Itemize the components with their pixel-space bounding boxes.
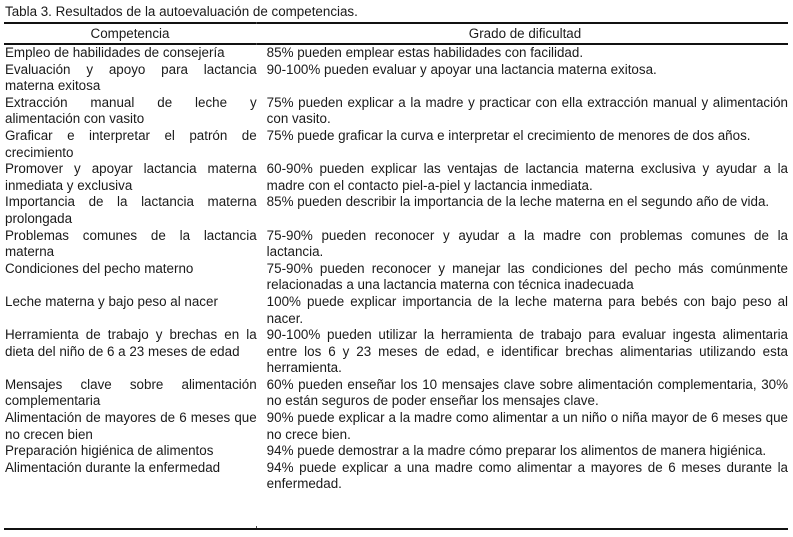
cell-grado: 60% pueden enseñar los 10 mensajes clave sobre alimentación complementaria, 30% no están seguros de poder enseñar los mensajes clave. — [266, 376, 788, 409]
cell-grado: 94% puede explicar a una madre como alimentar a mayores de 6 meses durante la enfermedad. — [266, 459, 788, 492]
table-row — [4, 377, 788, 410]
column-divider-tick — [256, 22, 257, 24]
cell-competencia: Alimentación de mayores de 6 meses que no crecen bien — [5, 410, 257, 442]
cell-grado: 75% puede graficar la curva e interpretar el crecimiento de menores de dos años. — [266, 127, 751, 143]
table-row — [4, 261, 788, 294]
table-header — [4, 25, 788, 42]
cell-competencia: Alimentación durante la enfermedad — [5, 459, 221, 475]
table-top-rule — [4, 22, 788, 24]
cell-grado: 100% puede explicar importancia de la leche materna para bebés con bajo peso al nacer. — [266, 293, 788, 326]
cell-grado: 90-100% pueden evaluar y apoyar una lactancia materna exitosa. — [266, 61, 657, 77]
cell-grado: 94% puede demostrar a la madre cómo preparar los alimentos de manera higiénica. — [266, 443, 767, 459]
table-row — [4, 460, 788, 493]
cell-competencia: Graficar e interpretar el patrón de crecimiento — [5, 127, 257, 160]
cell-competencia: Herramienta de trabajo y brechas en la dieta del niño de 6 a 23 meses de edad — [5, 327, 257, 359]
cell-competencia: Extracción manual de leche y alimentación con vasito — [5, 94, 257, 127]
cell-grado: 75-90% pueden reconocer y ayudar a la madre con problemas comunes de la lactancia. — [266, 227, 788, 260]
cell-grado: 90% puede explicar a la madre como alimentar a un niño o niña mayor de 6 meses que no crece bien. — [266, 410, 788, 442]
cell-competencia: Importancia de la lactancia materna prolongada — [5, 194, 257, 226]
cell-grado: 75-90% pueden reconocer y manejar las condiciones del pecho más comúnmente relacionadas a una lactancia materna con técnica inadecuada — [266, 260, 788, 293]
cell-competencia: Evaluación y apoyo para lactancia materna exitosa — [5, 61, 257, 94]
column-header-grado: Grado de dificultad — [468, 26, 582, 41]
cell-competencia: Preparación higiénica de alimentos — [5, 443, 214, 459]
table-body — [4, 45, 788, 493]
cell-competencia: Empleo de habilidades de consejería — [5, 45, 225, 60]
cell-competencia: Condiciones del pecho materno — [5, 260, 194, 276]
table-row — [4, 95, 788, 128]
table-row — [4, 194, 788, 227]
cell-grado: 75% pueden explicar a la madre y practicar con ella extracción manual y alimentación con vasito. — [266, 94, 788, 127]
table-row — [4, 228, 788, 261]
column-divider-tick — [256, 526, 257, 528]
cell-competencia: Promover y apoyar lactancia materna inmediata y exclusiva — [5, 161, 257, 193]
cell-competencia: Mensajes clave sobre alimentación complementaria — [5, 376, 257, 409]
table-row — [4, 62, 788, 95]
table-row — [4, 45, 788, 62]
cell-grado: 85% pueden describir la importancia de la leche materna en el segundo año de vida. — [266, 194, 770, 210]
table-row — [4, 161, 788, 194]
table-row — [4, 410, 788, 443]
table-row — [4, 443, 788, 460]
table-bottom-rule — [4, 528, 788, 530]
table-row — [4, 128, 788, 161]
cell-grado: 60-90% pueden explicar las ventajas de lactancia materna exclusiva y ayudar a la madre con el contacto piel-a-piel y lactancia inmediata. — [266, 161, 788, 193]
cell-competencia: Leche materna y bajo peso al nacer — [5, 293, 218, 309]
cell-grado: 90-100% pueden utilizar la herramienta de trabajo para evaluar ingesta alimentaria entre los 6 y 23 meses de edad, e identificar brechas alimentarias utilizando esta herramienta. — [266, 327, 788, 376]
column-header-competencia: Competencia — [90, 26, 170, 41]
cell-grado: 85% pueden emplear estas habilidades con facilidad. — [266, 45, 584, 60]
table-row — [4, 294, 788, 327]
table-caption: Tabla 3. Resultados de la autoevaluación de competencias. — [5, 4, 358, 19]
cell-competencia: Problemas comunes de la lactancia materna — [5, 227, 257, 260]
table-row — [4, 327, 788, 377]
